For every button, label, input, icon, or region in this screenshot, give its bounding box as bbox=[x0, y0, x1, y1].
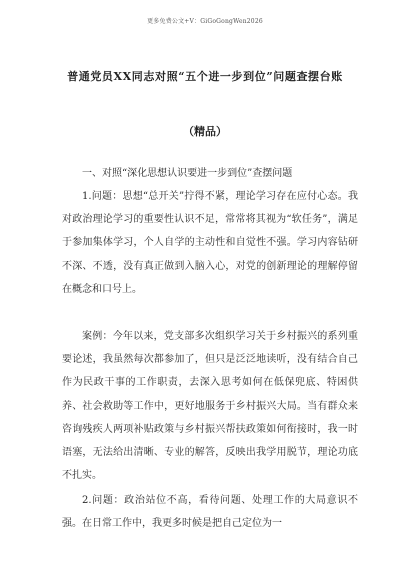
header-note: 更多免费公文+V：GiGoGongWen2026 bbox=[147, 18, 263, 25]
paragraph-case: 案例：今年以来，党支部多次组织学习关于乡村振兴的系列重要论述，我虽然每次都参加了，但只是泛泛地读听，没有结合自己作为民政干事的工作职责，去深入思考如何在低保兜底、特困供养、社会救助等工作中，更好地服务于乡村振兴大局。当有群众来咨询残疾人两项补贴政策与乡村振兴帮扶政策如何衔接时，我一时语塞，无法给出清晰、专业的解答，反映出我学用脱节，理论功底不扎实。 bbox=[62, 331, 358, 482]
document-subtitle: （精品） bbox=[183, 125, 227, 138]
paragraph-problem-2: 2.问题：政治站位不高，看待问题、处理工作的大局意识不强。在日常工作中，我更多时候是把自己定位为一 bbox=[62, 495, 358, 530]
section-heading: 一、对照“深化思想认识要进一步到位”查摆问题 bbox=[82, 168, 293, 179]
paragraph-problem-1: 1.问题：思想“总开关”拧得不紧，理论学习存在应付心态。我对政治理论学习的重要性认识不足，常常将其视为“软任务”，满足于参加集体学习，个人自学的主动性和自觉性不强。学习内容钻研不深、不透，没有真正做到入脑入心，对党的创新理论的理解停留在概念和口号上。 bbox=[62, 191, 358, 295]
document-title: 普通党员XX同志对照“五个进一步到位”问题查摆台账 bbox=[67, 70, 343, 83]
